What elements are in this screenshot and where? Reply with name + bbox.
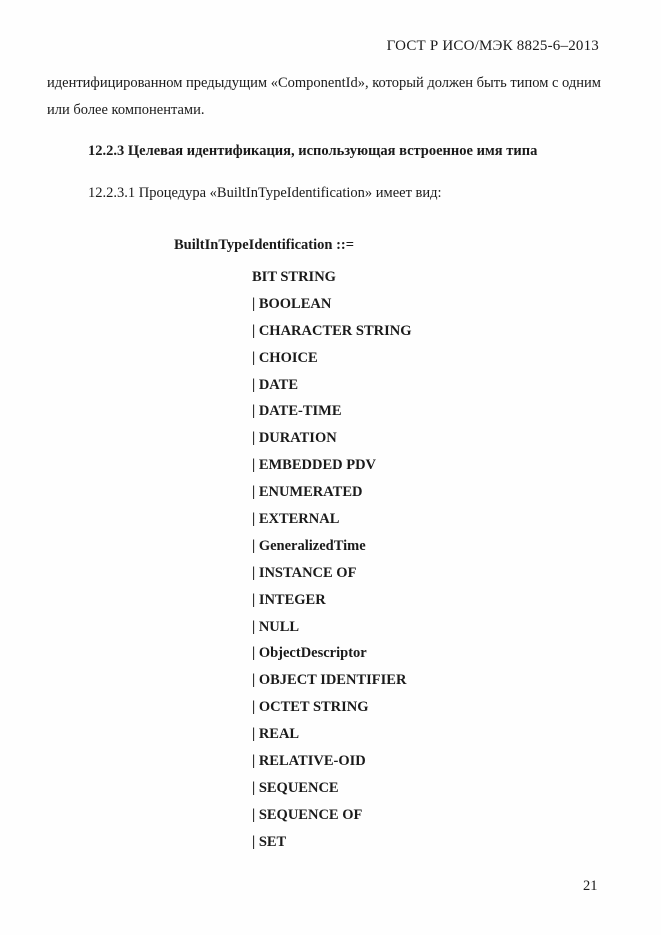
production-alternative: BIT STRING — [252, 269, 336, 285]
production-name: BuiltInTypeIdentification ::= — [174, 237, 354, 253]
production-alternative: | INTEGER — [252, 591, 326, 608]
production-alternative: | ObjectDescriptor — [252, 645, 367, 662]
page-header-standard-id: ГОСТ Р ИСО/МЭК 8825-6–2013 — [386, 38, 599, 54]
production-alternative: | DATE — [252, 376, 299, 393]
section-heading: 12.2.3 Целевая идентификация, использующая встроенное имя типа — [88, 143, 538, 159]
production-alternative: | OBJECT IDENTIFIER — [252, 672, 407, 689]
production-alternative: | EXTERNAL — [252, 511, 340, 528]
production-alternative: | NULL — [252, 618, 300, 635]
production-alternative: | DATE-TIME — [252, 403, 342, 420]
production-alternative: | INSTANCE OF — [252, 564, 357, 581]
production-alternatives-list — [252, 264, 412, 856]
section-intro: 12.2.3.1 Процедура «BuiltInTypeIdentification» имеет вид: — [88, 185, 442, 201]
production-alternative: | BOOLEAN — [252, 295, 332, 312]
production-alternative: | REAL — [252, 726, 300, 743]
production-alternative: | RELATIVE-OID — [252, 753, 366, 770]
production-alternative: | SEQUENCE — [252, 779, 339, 796]
continuation-paragraph: идентифицированном предыдущим «ComponentId», который должен быть типом с одним или более компонентами. — [47, 75, 601, 118]
production-alternative: | OCTET STRING — [252, 699, 369, 716]
production-alternative: | CHOICE — [252, 349, 318, 366]
production-alternative: | DURATION — [252, 430, 337, 447]
production-alternative: | SET — [252, 833, 287, 850]
production-alternative: | CHARACTER STRING — [252, 322, 412, 339]
page-number: 21 — [583, 878, 598, 894]
production-alternative: | EMBEDDED PDV — [252, 457, 377, 474]
production-alternative: | ENUMERATED — [252, 484, 363, 501]
production-alternative: | GeneralizedTime — [252, 537, 366, 554]
production-alternative: | SEQUENCE OF — [252, 806, 363, 823]
